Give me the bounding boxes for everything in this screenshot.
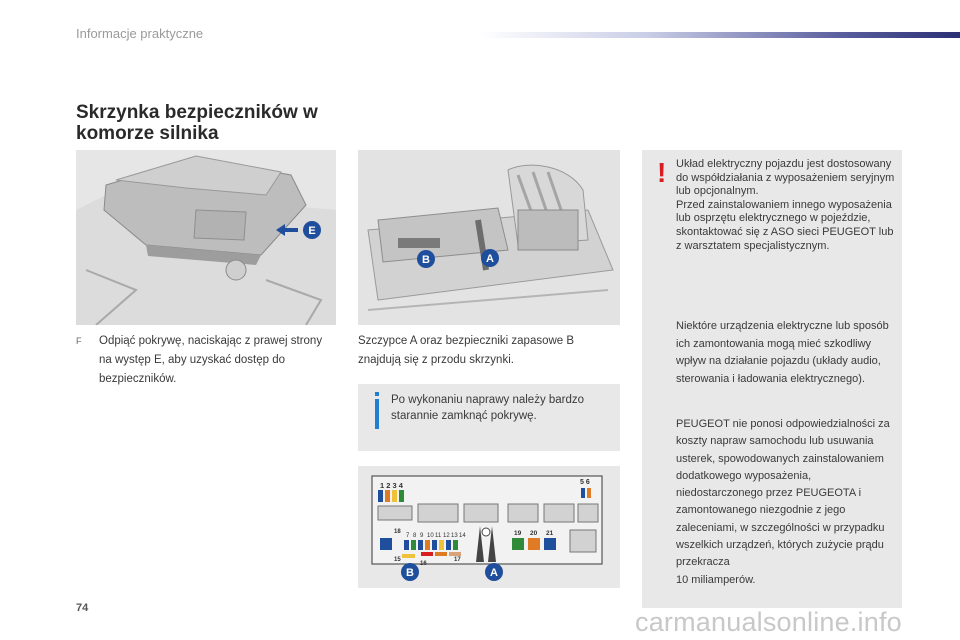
fuse-nums-5-6: 5 6 [580,479,590,486]
fuse-num-9: 9 [420,533,424,539]
warning-paragraph-1: Układ elektryczny pojazdu jest dostosowany do współdziałania z wyposażeniem seryjnym lub opcjonalnym. Przed zainstalowaniem innego wyposażenia lub osprzętu elektrycznego w pojeździe, skontaktować się z ASO sieci PEUGEOT lub z warsztatem specjalistycznym. [676,158,895,252]
fuse-layout-diagram [358,466,620,588]
warning-box [642,150,902,608]
fuse-nums-1-4: 1 2 3 4 [380,481,403,490]
fuse-num-7: 7 [406,533,410,539]
fuse-num-16: 16 [420,561,427,567]
info-box [358,384,620,451]
step-text: Odpiąć pokrywę, naciskając z prawej strony na występ E, aby uzyskać dostęp do bezpieczników. [99,335,323,385]
fuse-num-8: 8 [413,533,417,539]
watermark: carmanualsonline.info [635,607,902,637]
fuse-num-20: 20 [530,530,538,537]
diagram-callout-a: A [490,567,498,579]
diagram-callout-b: B [406,567,414,579]
section-header: Informacje praktyczne [76,26,204,41]
fuse-num-18: 18 [394,529,401,535]
callout-e: E [308,225,316,237]
callout-b: B [422,254,430,266]
fuse-num-13: 13 [451,533,458,539]
instruction-step [76,332,338,389]
callout-a: A [486,253,494,265]
fuse-num-17: 17 [454,557,461,563]
fuse-num-14: 14 [459,533,466,539]
fuse-num-11: 11 [435,533,442,539]
page-number: 74 [76,602,89,614]
fuse-num-15: 15 [394,557,401,563]
fuse-num-10: 10 [427,533,434,539]
header-bar [480,32,960,38]
fusebox-interior-photo [358,150,620,325]
step-bullet-icon: F [76,336,82,346]
info-icon [374,392,380,432]
info-text: Po wykonaniu naprawy należy bardzo starannie zamknąć pokrywę. [391,394,585,422]
tools-location-text: Szczypce A oraz bezpieczniki zapasowe B znajdują się z przodu skrzynki. [358,335,575,366]
fusebox-cover-photo [76,150,336,325]
warning-icon: ! [657,157,667,188]
page-title: Skrzynka bezpieczników w komorze silnika [76,102,318,144]
fuse-num-19: 19 [514,530,522,537]
warning-paragraph-3: PEUGEOT nie ponosi odpowiedzialności za koszty napraw samochodu lub usuwania usterek, spowodowanych zainstalowaniem dodatkowego wyposażenia, niedostarczonego przez PEUGEOTA i zamontowanego niezgodnie z jego zaleceniami, w szczególności w przypadku wszelkich urządzeń, których zużycie prądu przekracza 10 miliamperów. [676,418,890,586]
fuse-num-21: 21 [546,530,554,537]
fuse-num-12: 12 [443,533,450,539]
warning-paragraph-2: Niektóre urządzenia elektryczne lub sposób ich zamontowania mogą mieć szkodliwy wpływ na działanie pojazdu (układy audio, sterowania i ładowania elektrycznego). [676,320,889,385]
